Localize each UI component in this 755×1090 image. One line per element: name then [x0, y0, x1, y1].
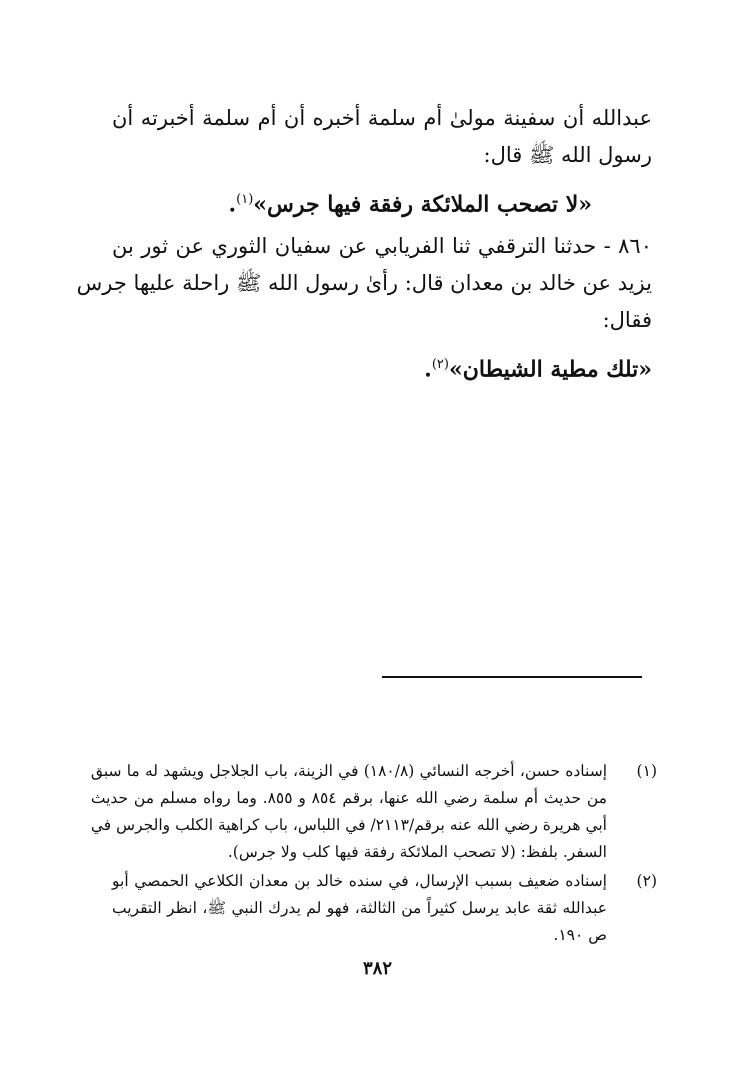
- footnote-line: إسناده حسن، أخرجه النسائي (١٨٠/٨) في الزينة، باب الجلاجل ويشهد له ما سبق: [90, 762, 607, 780]
- footnote-number: (١): [636, 762, 657, 780]
- footnote-separator: [382, 676, 642, 678]
- paragraph-1: [112, 100, 652, 174]
- footnote-2: [112, 868, 657, 949]
- hadith-text: «لا تصحب الملائكة رفقة فيها جرس»: [253, 191, 592, 218]
- hadith-quote-1: «لا تصحب الملائكة رفقة فيها جرس»$^{(١)}$.: [228, 191, 592, 218]
- main-text: [76, 100, 652, 394]
- paragraph-2: [76, 228, 652, 339]
- footnote-1: [90, 758, 657, 866]
- footnote-line: من حديث أم سلمة رضي الله عنها، برقم ٨٥٤ و ٨٥٥. وما رواه مسلم من حديث: [90, 789, 607, 807]
- footnote-ref-1: (١): [236, 192, 254, 207]
- footnote-line: عبدالله ثقة عابد يرسل كثيراً من الثالثة، فهو لم يدرك النبي ﷺ، انظر التقريب: [112, 899, 607, 917]
- hadith-quote-2: «تلك مطية الشيطان»$^{(٢)}$.: [424, 356, 652, 383]
- footnote-number: (٢): [636, 872, 657, 890]
- footnote-line: السفر. بلفظ: (لا تصحب الملائكة رفقة فيها كلب ولا جرس).: [227, 843, 607, 861]
- text-line: عبدالله أن سفينة مولىٰ أم سلمة أخبره أن أم سلمة أخبرته أن: [112, 106, 652, 130]
- footnote-line: إسناده ضعيف بسبب الإرسال، في سنده خالد بن معدان الكلاعي الحمصي أبو: [112, 872, 607, 890]
- footnote-line: ص ١٩٠.: [553, 926, 607, 944]
- text-line: رسول الله ﷺ قال:: [483, 143, 652, 167]
- hadith-text: «تلك مطية الشيطان»: [448, 356, 652, 383]
- text-line: ٨٦٠ - حدثنا الترقفي ثنا الفريابي عن سفيان الثوري عن ثور بن: [112, 234, 652, 259]
- page-number: ٣٨٢: [362, 958, 392, 979]
- footnote-ref-2: (٢): [431, 357, 449, 373]
- footnote-line: أبي هريرة رضي الله عنه برقم/٢١١٣/ في اللباس، باب كراهية الكلب والجرس في: [90, 816, 607, 834]
- footnotes: [90, 758, 657, 951]
- footnote-body: [112, 868, 607, 949]
- text-line: فقال:: [602, 308, 652, 333]
- footnote-body: [91, 758, 607, 866]
- text-line: يزيد عن خالد بن معدان قال: رأىٰ رسول الله ﷺ راحلة عليها جرس: [76, 271, 652, 296]
